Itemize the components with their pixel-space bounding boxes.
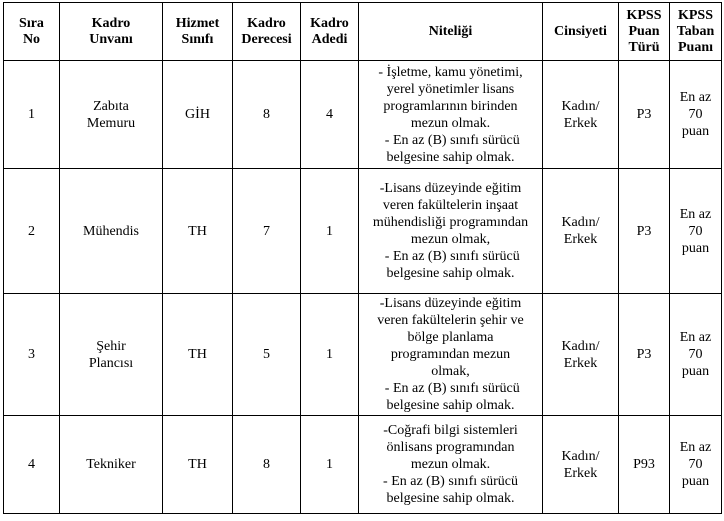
table-header-row [4, 3, 722, 61]
cell-kadro-adedi: 4 [301, 61, 359, 169]
cell-kpss-puan-turu: P3 [619, 294, 670, 416]
table-body [4, 61, 722, 514]
cell-kpss-taban-puani [670, 61, 722, 169]
cell-kadro-derecesi: 5 [233, 294, 301, 416]
cell-niteligi-line: veren fakültelerin inşaat [382, 198, 519, 213]
cell-sira-no: 4 [4, 416, 60, 514]
cell-cinsiyeti-line: Kadın/ [561, 448, 600, 464]
cell-cinsiyeti-line: Kadın/ [561, 98, 600, 114]
cell-niteligi-line: -Coğrafi bilgi sistemleri [383, 423, 518, 438]
cell-niteligi-line: - En az (B) sınıfı sürücü [383, 474, 518, 489]
cell-niteligi-line: mezun olmak. [410, 457, 491, 472]
cell-kadro-unvani-line: Memuru [86, 115, 136, 131]
cell-kpss-taban-puani-line: 70 puan [681, 107, 710, 139]
cell-kpss-puan-turu: P93 [619, 416, 670, 514]
table-row [4, 416, 722, 514]
cell-niteligi-line: -Lisans düzeyinde eğitim [379, 296, 522, 311]
cell-kadro-derecesi: 8 [233, 61, 301, 169]
cell-kpss-taban-puani-line: En az [679, 330, 712, 345]
header-kadro-derecesi: Kadro Derecesi [233, 3, 301, 61]
cell-cinsiyeti-line: Erkek [563, 355, 598, 371]
cell-niteligi-line: belgesine sahip olmak. [386, 491, 515, 506]
header-kpss-taban-puani: KPSS Taban Puanı [670, 3, 722, 61]
cell-cinsiyeti-line: Erkek [563, 232, 598, 247]
cell-niteligi-line: belgesine sahip olmak. [386, 266, 515, 281]
cell-niteligi-line: -Lisans düzeyinde eğitim [379, 181, 522, 196]
header-kpss-puan-turu: KPSS Puan Türü [619, 3, 670, 61]
cell-kadro-adedi: 1 [301, 294, 359, 416]
cell-kpss-taban-puani-line: 70 puan [681, 223, 710, 256]
header-kadro-unvani: Kadro Unvanı [60, 3, 163, 61]
cell-niteligi-line: - En az (B) sınıfı sürücü [381, 381, 520, 396]
cell-kadro-derecesi: 8 [233, 416, 301, 514]
cell-hizmet-sinifi: TH [163, 416, 233, 514]
cell-kadro-unvani-line: Mühendis [83, 223, 139, 239]
cell-cinsiyeti [543, 294, 619, 416]
header-kadro-adedi: Kadro Adedi [301, 3, 359, 61]
cell-hizmet-sinifi: TH [163, 294, 233, 416]
cell-cinsiyeti-line: Kadın/ [561, 338, 600, 354]
cell-kadro-adedi: 1 [301, 416, 359, 514]
cell-niteligi-line: bölge planlama [407, 330, 494, 345]
table-row [4, 61, 722, 169]
cell-niteligi [359, 169, 543, 294]
cell-kpss-taban-puani-line: 70 puan [681, 457, 710, 489]
cell-cinsiyeti [543, 169, 619, 294]
cell-niteligi-line: - En az (B) sınıfı sürücü [381, 132, 520, 148]
cell-cinsiyeti-line: Erkek [563, 115, 598, 131]
cell-kadro-derecesi: 7 [233, 169, 301, 294]
cell-sira-no: 1 [4, 61, 60, 169]
header-niteligi: Niteliği [359, 3, 543, 61]
cell-cinsiyeti [543, 61, 619, 169]
cell-kadro-adedi: 1 [301, 169, 359, 294]
cell-kpss-taban-puani-line: 70 puan [681, 347, 710, 379]
cell-niteligi [359, 294, 543, 416]
cell-niteligi-line: - İşletme, kamu yönetimi, [378, 64, 523, 80]
job-table [3, 2, 722, 514]
cell-kadro-unvani-line: Şehir [96, 338, 126, 354]
header-sira-no: Sıra No [4, 3, 60, 61]
cell-cinsiyeti [543, 416, 619, 514]
cell-sira-no: 3 [4, 294, 60, 416]
header-hizmet-sinifi: Hizmet Sınıfı [163, 3, 233, 61]
cell-kadro-unvani-line: Tekniker [86, 457, 136, 472]
cell-niteligi-line: önlisans programından [386, 440, 515, 455]
cell-hizmet-sinifi: GİH [163, 61, 233, 169]
cell-niteligi-line: belgesine sahip olmak. [386, 149, 515, 165]
cell-niteligi [359, 61, 543, 169]
cell-kadro-unvani-line: Plancısı [88, 355, 134, 371]
cell-niteligi-line: mezun olmak, [410, 232, 491, 247]
cell-kadro-unvani [60, 294, 163, 416]
table-row [4, 294, 722, 416]
cell-niteligi-line: mezun olmak. [410, 115, 491, 131]
cell-cinsiyeti-line: Erkek [563, 465, 598, 481]
cell-kadro-unvani [60, 416, 163, 514]
cell-niteligi-line: belgesine sahip olmak. [386, 398, 515, 413]
header-cinsiyeti: Cinsiyeti [543, 3, 619, 61]
cell-kpss-taban-puani-line: En az [679, 206, 712, 222]
cell-kadro-unvani [60, 169, 163, 294]
cell-kpss-taban-puani-line: En az [679, 440, 712, 455]
cell-hizmet-sinifi: TH [163, 169, 233, 294]
cell-cinsiyeti-line: Kadın/ [561, 215, 600, 230]
cell-kadro-unvani-line: Zabıta [93, 98, 129, 114]
cell-niteligi-line: - En az (B) sınıfı sürücü [381, 249, 520, 264]
cell-niteligi-line: yerel yönetimler lisans [386, 81, 515, 97]
cell-kpss-taban-puani [670, 416, 722, 514]
cell-niteligi-line: mühendisliği programından [372, 215, 529, 230]
cell-niteligi [359, 416, 543, 514]
cell-niteligi-line: veren fakültelerin şehir ve [377, 313, 524, 328]
cell-kadro-unvani [60, 61, 163, 169]
cell-niteligi-line: olmak, [431, 364, 470, 379]
cell-kpss-taban-puani [670, 294, 722, 416]
cell-sira-no: 2 [4, 169, 60, 294]
table-row [4, 169, 722, 294]
cell-kpss-puan-turu: P3 [619, 61, 670, 169]
cell-kpss-taban-puani [670, 169, 722, 294]
cell-kpss-taban-puani-line: En az [679, 90, 712, 105]
cell-niteligi-line: programlarının birinden [383, 98, 518, 114]
cell-kpss-puan-turu: P3 [619, 169, 670, 294]
cell-niteligi-line: programından mezun [390, 347, 511, 362]
